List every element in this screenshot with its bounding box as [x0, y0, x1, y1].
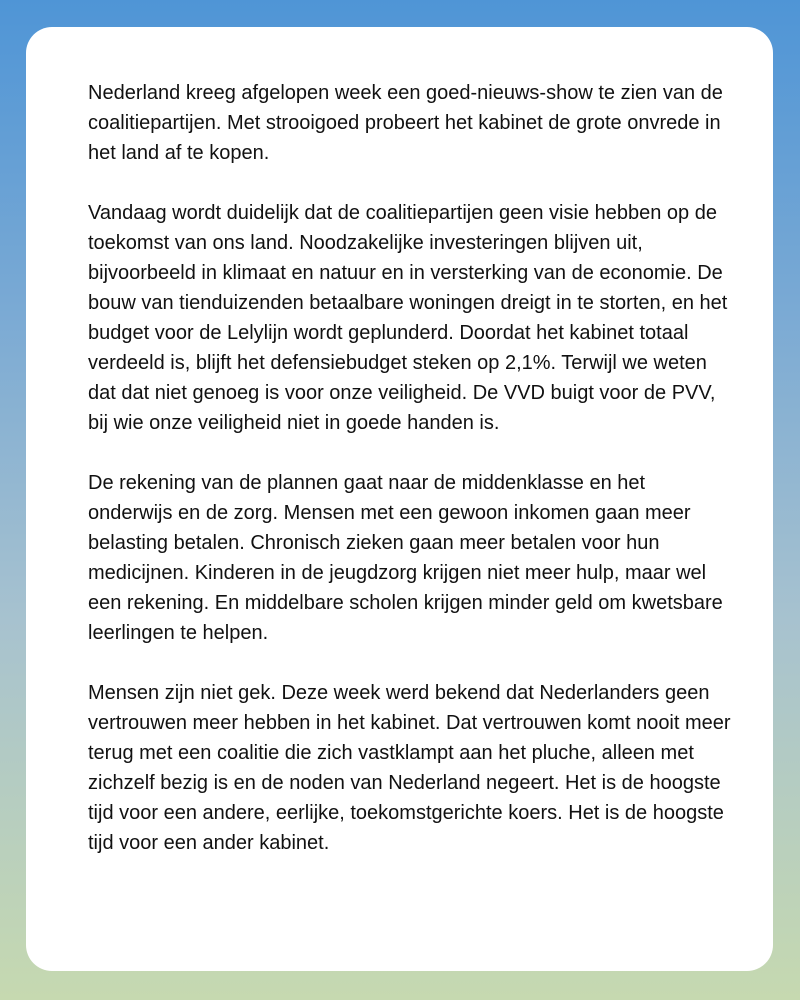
- paragraph-costs: De rekening van de plannen gaat naar de middenklasse en het onderwijs en de zorg. Mensen met een gewoon inkomen gaan meer belasting betalen. Chronisch zieken gaan meer betalen voor hun medicijnen. Kinderen in de jeugdzorg krijgen niet meer hulp, maar wel een rekening. En middelbare scholen krijgen minder geld om kwetsbare leerlingen te helpen.: [88, 472, 723, 644]
- paragraph-vision: Vandaag wordt duidelijk dat de coalitiepartijen geen visie hebben op de toekomst van ons land. Noodzakelijke investeringen blijven uit, bijvoorbeeld in klimaat en natuur en in versterking van de economie. De bouw van tienduizenden betaalbare woningen dreigt in te storten, en het budget voor de Lelylijn wordt geplunderd. Doordat het kabinet totaal verdeeld is, blijft het defensiebudget steken op 2,1%. Terwijl we weten dat dat niet genoeg is voor onze veiligheid. De VVD buigt voor de PVV, bij wie onze veiligheid niet in goede handen is.: [88, 202, 728, 434]
- paragraph-intro: Nederland kreeg afgelopen week een goed-nieuws-show te zien van de coalitiepartijen. Met strooigoed probeert het kabinet de grote onvrede in het land af te kopen.: [88, 82, 723, 164]
- statement-card: [26, 27, 773, 971]
- paragraph-trust: Mensen zijn niet gek. Deze week werd bekend dat Nederlanders geen vertrouwen meer hebben in het kabinet. Dat vertrouwen komt nooit meer terug met een coalitie die zich vastklampt aan het pluche, alleen met zichzelf bezig is en de noden van Nederland negeert. Het is de hoogste tijd voor een andere, eerlijke, toekomstgerichte koers. Het is de hoogste tijd voor een ander kabinet.: [88, 682, 731, 854]
